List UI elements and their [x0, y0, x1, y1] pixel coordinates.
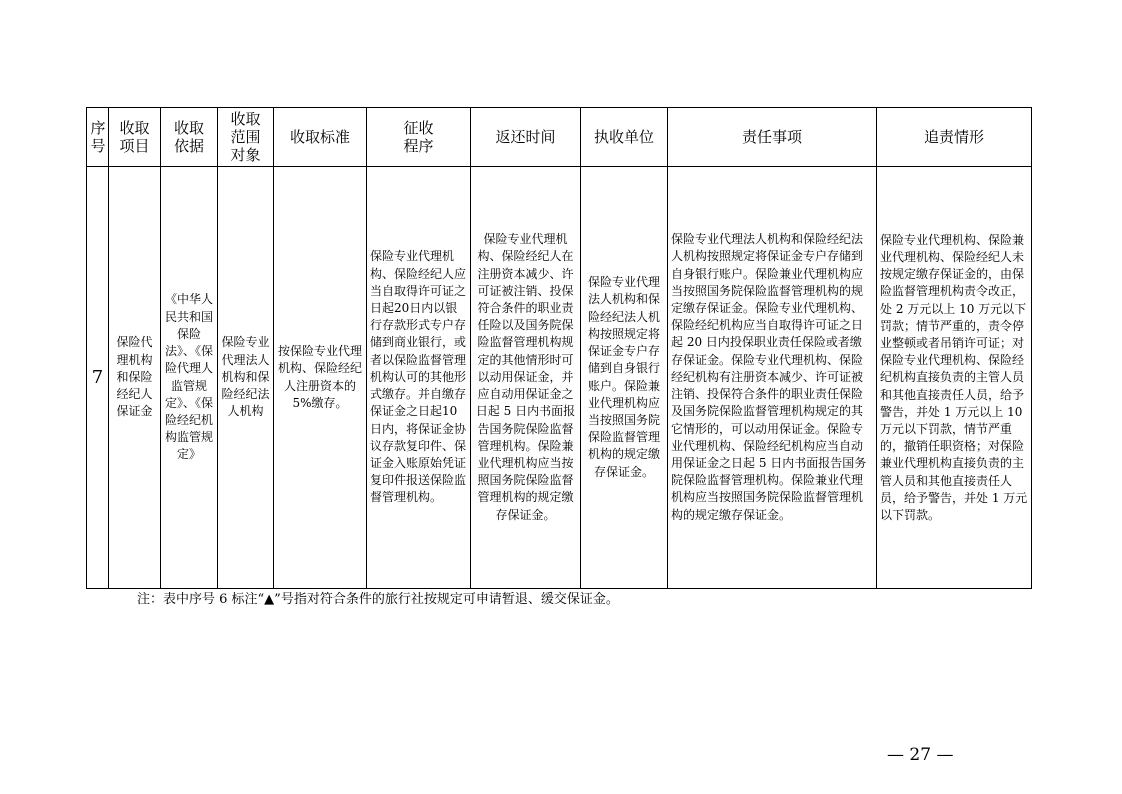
header-procedure: 征收程序 [367, 108, 471, 167]
cell-standard: 按保险专业代理机构、保险经纪人注册资本的5%缴存。 [274, 167, 367, 589]
cell-accountability: 保险专业代理机构、保险兼业代理机构、保险经纪人未按规定缴存保证金的，由保险监督管理机构责令改正，处 2 万元以上 10 万元以下罚款；情节严重的，责令停业整顿或者吊销许可证；对保险专业代理机构、保险经纪机构直接负责的主管人员和其他直接责任人员，给予警告，并处 1 万元以上 10 万元以下罚款，情节严重的，撤销任职资格；对保险兼业代理机构直接负责的主管人员和其他直接责任人员，给予警告，并处 1 万元以下罚款。 [877, 167, 1032, 589]
header-responsibility: 责任事项 [668, 108, 877, 167]
cell-item: 保险代理机构和保险经纪人保证金 [109, 167, 161, 589]
header-item: 收取项目 [109, 108, 161, 167]
cell-return-time: 保险专业代理机构、保险经纪人在注册资本减少、许可证被注销、投保符合条件的职业责任险以及国务院保险监督管理机构规定的其他情形时可以动用保证金，并应自动用保证金之日起 5 日内书面报告国务院保险监督管理机构。保险兼业代理机构应当按照国务院保险监督管理机构的规定缴存保证金。 [471, 167, 581, 589]
header-executor: 执收单位 [581, 108, 668, 167]
header-return-time: 返还时间 [471, 108, 581, 167]
page-number: — 27 — [887, 745, 954, 765]
header-standard: 收取标准 [274, 108, 367, 167]
table-header-row [87, 108, 1032, 167]
fee-table [86, 107, 1032, 589]
cell-seq: 7 [87, 167, 109, 589]
cell-responsibility: 保险专业代理法人机构和保险经纪法人机构按照规定将保证金专户存储到自身银行账户。保险兼业代理机构应当按照国务院保险监督管理机构的规定缴存保证金。保险专业代理机构、保险经纪机构应当自取得许可证之日起 20 日内投保职业责任保险或者缴存保证金。保险专业代理机构、保险经纪机构有注册资本减少、许可证被注销、投保符合条件的职业责任保险及国务院保险监督管理机构规定的其它情形的，可以动用保证金。保险专业代理机构、保险经纪机构应当自动用保证金之日起 5 日内书面报告国务院保险监督管理机构。保险兼业代理机构应当按照国务院保险监督管理机构的规定缴存保证金。 [668, 167, 877, 589]
cell-scope: 保险专业代理法人机构和保险经纪法人机构 [218, 167, 274, 589]
header-accountability: 追责情形 [877, 108, 1032, 167]
cell-procedure: 保险专业代理机构、保险经纪人应当自取得许可证之日起20日内以银行存款形式专户存储到商业银行，或者以保险监督管理机构认可的其他形式缴存。并自缴存保证金之日起10日内，将保证金协议存款复印件、保证金入账原始凭证复印件报送保险监督管理机构。 [367, 167, 471, 589]
table-footnote: 注：表中序号 6 标注“▲”号指对符合条件的旅行社按规定可申请暂退、缓交保证金。 [137, 592, 619, 607]
cell-executor: 保险专业代理法人机构和保险经纪法人机构按照规定将保证金专户存储到自身银行账户。保险兼业代理机构应当按照国务院保险监督管理机构的规定缴存保证金。 [581, 167, 668, 589]
cell-basis: 《中华人民共和国保险法》、《保险代理人监管规定》、《保险经纪机构监管规定》 [161, 167, 218, 589]
header-basis: 收取依据 [161, 108, 218, 167]
header-scope: 收取范围对象 [218, 108, 274, 167]
header-seq: 序号 [87, 108, 109, 167]
table-row [87, 167, 1032, 589]
